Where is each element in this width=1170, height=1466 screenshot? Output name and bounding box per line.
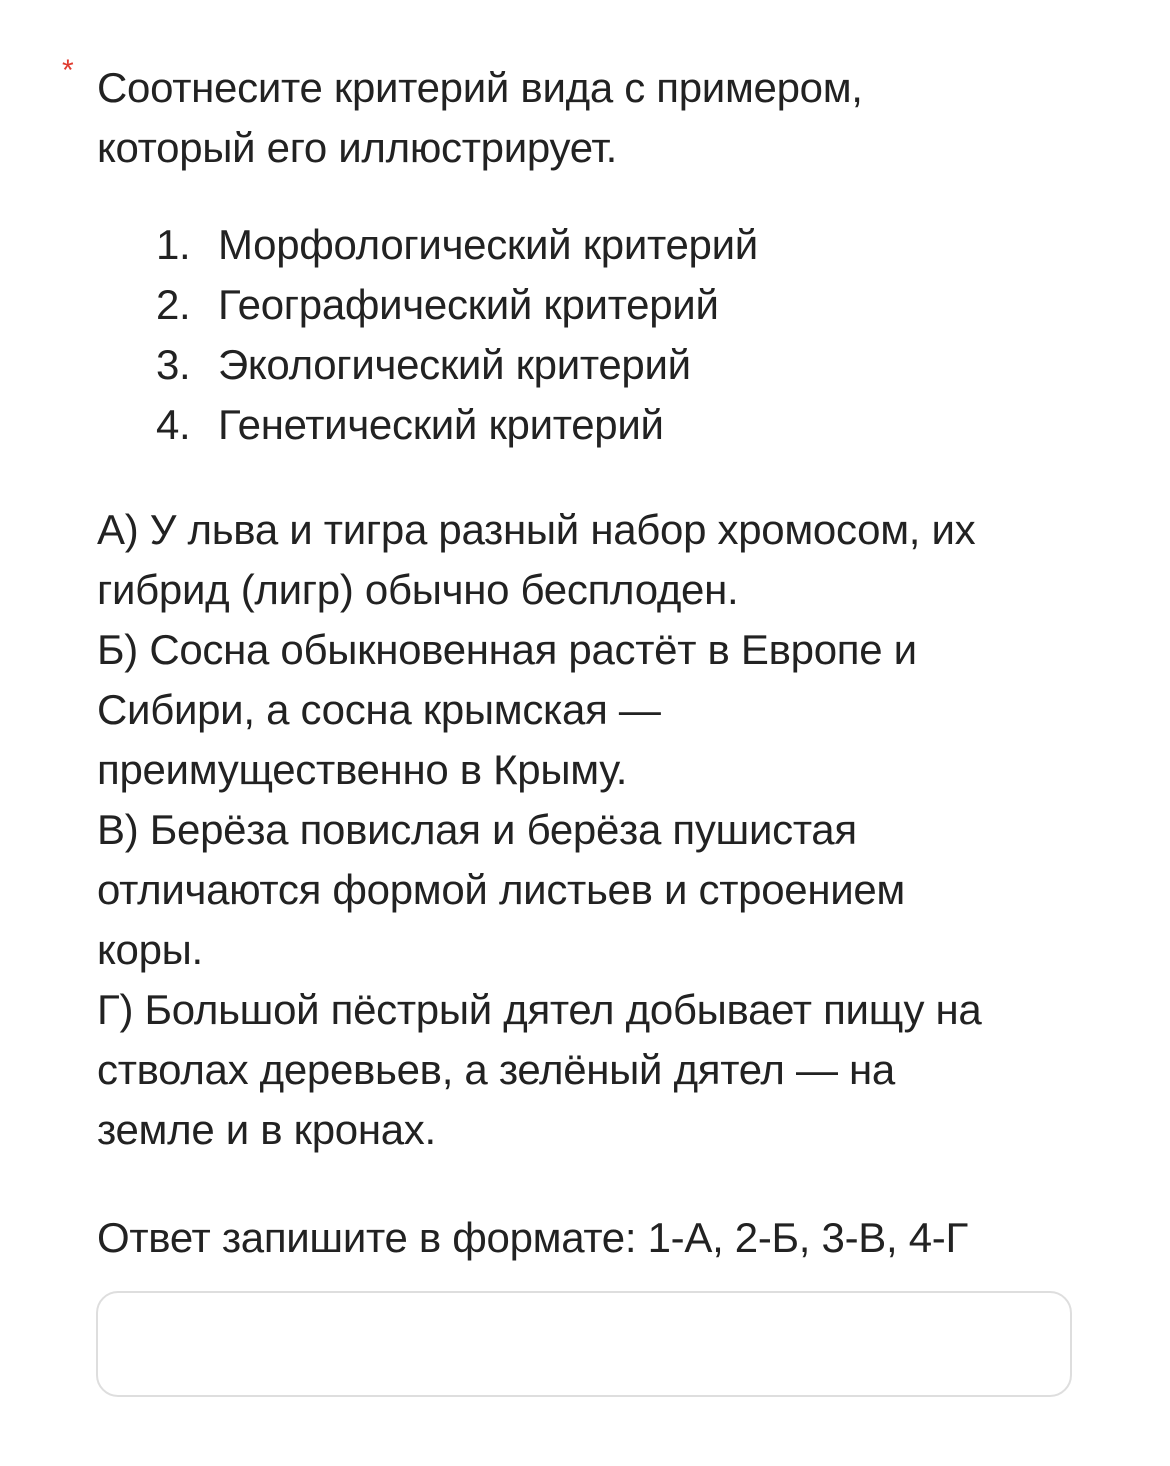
criteria-item — [156, 335, 758, 395]
example-line: стволах деревьев, а зелёный дятел — на — [97, 1046, 895, 1093]
criteria-text: Генетический критерий — [218, 401, 664, 448]
example-line: Б) Сосна обыкновенная растёт в Европе и — [97, 626, 917, 673]
example-line: В) Берёза повислая и берёза пушистая — [97, 806, 857, 853]
criteria-list — [156, 215, 758, 455]
criteria-number: 4. — [156, 401, 191, 448]
criteria-item — [156, 215, 758, 275]
example-line: А) У льва и тигра разный набор хромосом, их — [97, 506, 976, 553]
example-line: земле и в кронах. — [97, 1106, 436, 1153]
example-line: гибрид (лигр) обычно бесплоден. — [97, 566, 739, 613]
examples-text — [97, 500, 1097, 1160]
example-line: коры. — [97, 926, 203, 973]
example-line: преимущественно в Крыму. — [97, 746, 628, 793]
example-line: Сибири, а сосна крымская — — [97, 686, 661, 733]
required-asterisk: * — [62, 54, 74, 87]
criteria-number: 2. — [156, 281, 191, 328]
criteria-text: Географический критерий — [218, 281, 719, 328]
example-line: отличаются формой листьев и строением — [97, 866, 906, 913]
answer-format-hint: Ответ запишите в формате: 1-А, 2-Б, 3-В, 4-Г — [97, 1214, 968, 1261]
question-title-line: Соотнесите критерий вида с примером, — [97, 64, 863, 111]
criteria-text: Экологический критерий — [218, 341, 691, 388]
criteria-item — [156, 275, 758, 335]
question-title-line: который его иллюстрирует. — [97, 124, 618, 171]
example-line: Г) Большой пёстрый дятел добывает пищу на — [97, 986, 982, 1033]
criteria-item — [156, 395, 758, 455]
criteria-number: 1. — [156, 221, 191, 268]
answer-input[interactable] — [96, 1291, 1072, 1397]
question-title — [97, 58, 1097, 178]
criteria-number: 3. — [156, 341, 191, 388]
criteria-text: Морфологический критерий — [218, 221, 758, 268]
